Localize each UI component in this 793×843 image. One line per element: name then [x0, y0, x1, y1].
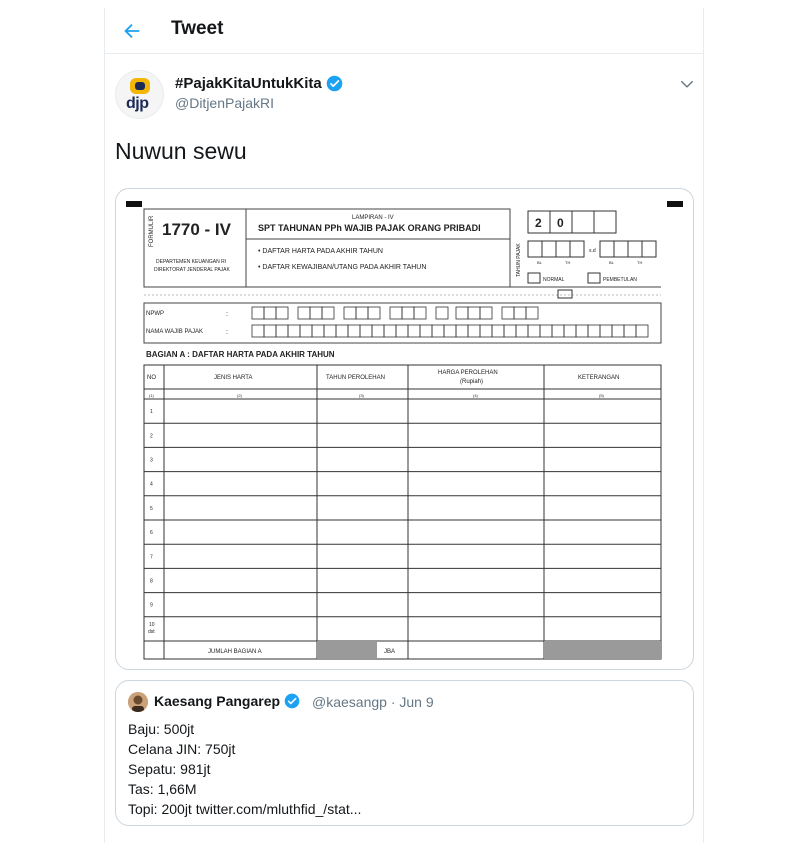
arrow-left-icon	[121, 20, 143, 42]
npwp-digit-box	[514, 307, 526, 319]
quoted-line: Topi: 200jt twitter.com/mluthfid_/stat...	[128, 801, 362, 817]
quoted-line: Sepatu: 981jt	[128, 761, 211, 777]
nama-letter-box	[504, 325, 516, 337]
quoted-handle-date[interactable]: @kaesangp · Jun 9	[312, 694, 434, 710]
col-index-4: (4)	[473, 393, 478, 398]
npwp-digit-box	[252, 307, 264, 319]
nama-letter-box	[252, 325, 264, 337]
npwp-digit-box	[344, 307, 356, 319]
row-dst: dst	[148, 629, 155, 635]
bagian-a-title: BAGIAN A : DAFTAR HARTA PADA AKHIR TAHUN	[146, 350, 335, 359]
col-index-3: (3)	[359, 393, 364, 398]
quoted-author-name-text: Kaesang Pangarep	[154, 693, 281, 709]
nama-letter-box	[540, 325, 552, 337]
table-row-number: 6	[150, 530, 153, 537]
quoted-author-name[interactable]	[154, 693, 300, 709]
nama-letter-box	[336, 325, 348, 337]
nama-letter-box	[468, 325, 480, 337]
nama-letter-box	[600, 325, 612, 337]
form-label: FORMULIR	[149, 215, 155, 247]
npwp-digit-box	[468, 307, 480, 319]
col-index-2: (2)	[237, 393, 242, 398]
nama-letter-box	[480, 325, 492, 337]
quoted-text	[128, 719, 361, 819]
npwp-digit-box	[368, 307, 380, 319]
nama-letter-box	[312, 325, 324, 337]
nama-letter-box	[444, 325, 456, 337]
table-row-number: 1	[150, 409, 153, 416]
nama-letter-box	[588, 325, 600, 337]
nama-letter-box	[456, 325, 468, 337]
nama-letter-box	[324, 325, 336, 337]
author-handle[interactable]: @DitjenPajakRI	[175, 95, 275, 111]
lampiran-label: LAMPIRAN - IV	[352, 215, 394, 221]
nama-letter-box	[624, 325, 636, 337]
nama-letter-box	[288, 325, 300, 337]
jumlah-label: JUMLAH BAGIAN A	[208, 649, 262, 655]
row-10: 10	[149, 622, 155, 628]
verified-badge-icon	[284, 693, 300, 709]
verified-badge-icon	[326, 75, 343, 92]
nama-letter-box	[552, 325, 564, 337]
nama-letter-box	[516, 325, 528, 337]
npwp-digit-box	[436, 307, 448, 319]
table-row-number: 4	[150, 481, 153, 488]
form-bullet-1: • DAFTAR HARTA PADA AKHIR TAHUN	[258, 248, 383, 255]
nama-letter-box	[372, 325, 384, 337]
dept-line-2: DIREKTORAT JENDERAL PAJAK	[154, 267, 230, 273]
person-avatar-icon	[128, 692, 148, 712]
table-row-number: 9	[150, 602, 153, 609]
form-bullet-2: • DAFTAR KEWAJIBAN/UTANG PADA AKHIR TAHUN	[258, 264, 427, 271]
col-jenis: JENIS HARTA	[214, 375, 253, 381]
nama-letter-box	[276, 325, 288, 337]
tahun-pajak-label: TAHUN PAJAK	[516, 243, 522, 277]
npwp-digit-box	[480, 307, 492, 319]
quoted-line: Tas: 1,66M	[128, 781, 197, 797]
tax-form-image	[116, 189, 693, 669]
nama-letter-box	[408, 325, 420, 337]
page-title: Tweet	[171, 18, 224, 39]
nama-letter-box	[396, 325, 408, 337]
table-row-number: 5	[150, 505, 153, 512]
th-label-1: TH	[565, 260, 571, 265]
tweet-header	[105, 8, 703, 54]
nama-wp-label: NAMA WAJIB PAJAK	[146, 329, 204, 335]
col-tahun: TAHUN PEROLEHAN	[326, 375, 385, 381]
th-label-2: TH	[637, 260, 643, 265]
nama-letter-box	[300, 325, 312, 337]
nama-letter-box	[612, 325, 624, 337]
quoted-line: Celana JIN: 750jt	[128, 741, 236, 757]
form-title: SPT TAHUNAN PPh WAJIB PAJAK ORANG PRIBADI	[258, 223, 481, 233]
table-rows	[144, 409, 661, 617]
npwp-digit-box	[502, 307, 514, 319]
table-row-number: 2	[150, 433, 153, 440]
npwp-digit-box	[298, 307, 310, 319]
normal-label: NORMAL	[543, 277, 565, 283]
more-options-button[interactable]	[677, 74, 697, 94]
npwp-digit-box	[322, 307, 334, 319]
pembetulan-label: PEMBETULAN	[603, 277, 637, 283]
col-no: NO	[147, 375, 156, 381]
col-harga: HARGA PEROLEHAN	[438, 370, 498, 376]
tweet-media-image[interactable]	[115, 188, 694, 670]
npwp-digit-box	[526, 307, 538, 319]
nama-letter-box	[432, 325, 444, 337]
nama-letter-box	[636, 325, 648, 337]
col-index-5: (5)	[599, 393, 604, 398]
npwp-boxes	[252, 307, 538, 319]
quoted-tweet[interactable]	[115, 680, 694, 826]
back-button[interactable]	[119, 18, 145, 44]
col-rupiah: (Rupiah)	[460, 379, 484, 385]
chevron-down-icon	[680, 77, 694, 91]
jba-label: JBA	[384, 649, 396, 655]
tweet-text: Nuwun sewu	[115, 138, 247, 164]
npwp-digit-box	[356, 307, 368, 319]
npwp-digit-box	[402, 307, 414, 319]
quoted-line: Baju: 500jt	[128, 721, 195, 737]
nama-letter-box	[264, 325, 276, 337]
table-row-number: 8	[150, 578, 153, 585]
nama-boxes	[252, 325, 648, 337]
nama-letter-box	[348, 325, 360, 337]
col-index-1: (1)	[149, 393, 154, 398]
sd-label: s.d	[589, 248, 596, 254]
nama-letter-box	[360, 325, 372, 337]
npwp-digit-box	[276, 307, 288, 319]
tweet-column	[104, 8, 704, 843]
nama-letter-box	[492, 325, 504, 337]
quoted-author-avatar[interactable]	[128, 692, 148, 712]
nama-letter-box	[576, 325, 588, 337]
author-name[interactable]	[175, 75, 343, 92]
nama-letter-box	[384, 325, 396, 337]
npwp-digit-box	[414, 307, 426, 319]
nama-colon: :	[226, 329, 228, 336]
npwp-colon: :	[226, 311, 228, 318]
dept-line-1: DEPARTEMEN KEUANGAN RI	[156, 259, 227, 265]
table-row-number: 3	[150, 457, 153, 464]
bl-label-2: BL	[609, 260, 614, 265]
nama-letter-box	[564, 325, 576, 337]
col-ket: KETERANGAN	[578, 375, 620, 381]
author-avatar[interactable]	[115, 70, 164, 119]
author-name-text: #PajakKitaUntukKita	[175, 75, 322, 92]
npwp-digit-box	[390, 307, 402, 319]
npwp-digit-box	[456, 307, 468, 319]
npwp-label: NPWP	[146, 311, 164, 317]
npwp-digit-box	[264, 307, 276, 319]
year-digit-2: 0	[557, 216, 564, 230]
bl-label-1: BL	[537, 260, 542, 265]
form-code: 1770 - IV	[162, 220, 231, 239]
npwp-digit-box	[310, 307, 322, 319]
table-row-number: 7	[150, 554, 153, 561]
nama-letter-box	[528, 325, 540, 337]
nama-letter-box	[420, 325, 432, 337]
year-digit-1: 2	[535, 216, 542, 230]
avatar-logo-text: djp	[126, 95, 149, 112]
